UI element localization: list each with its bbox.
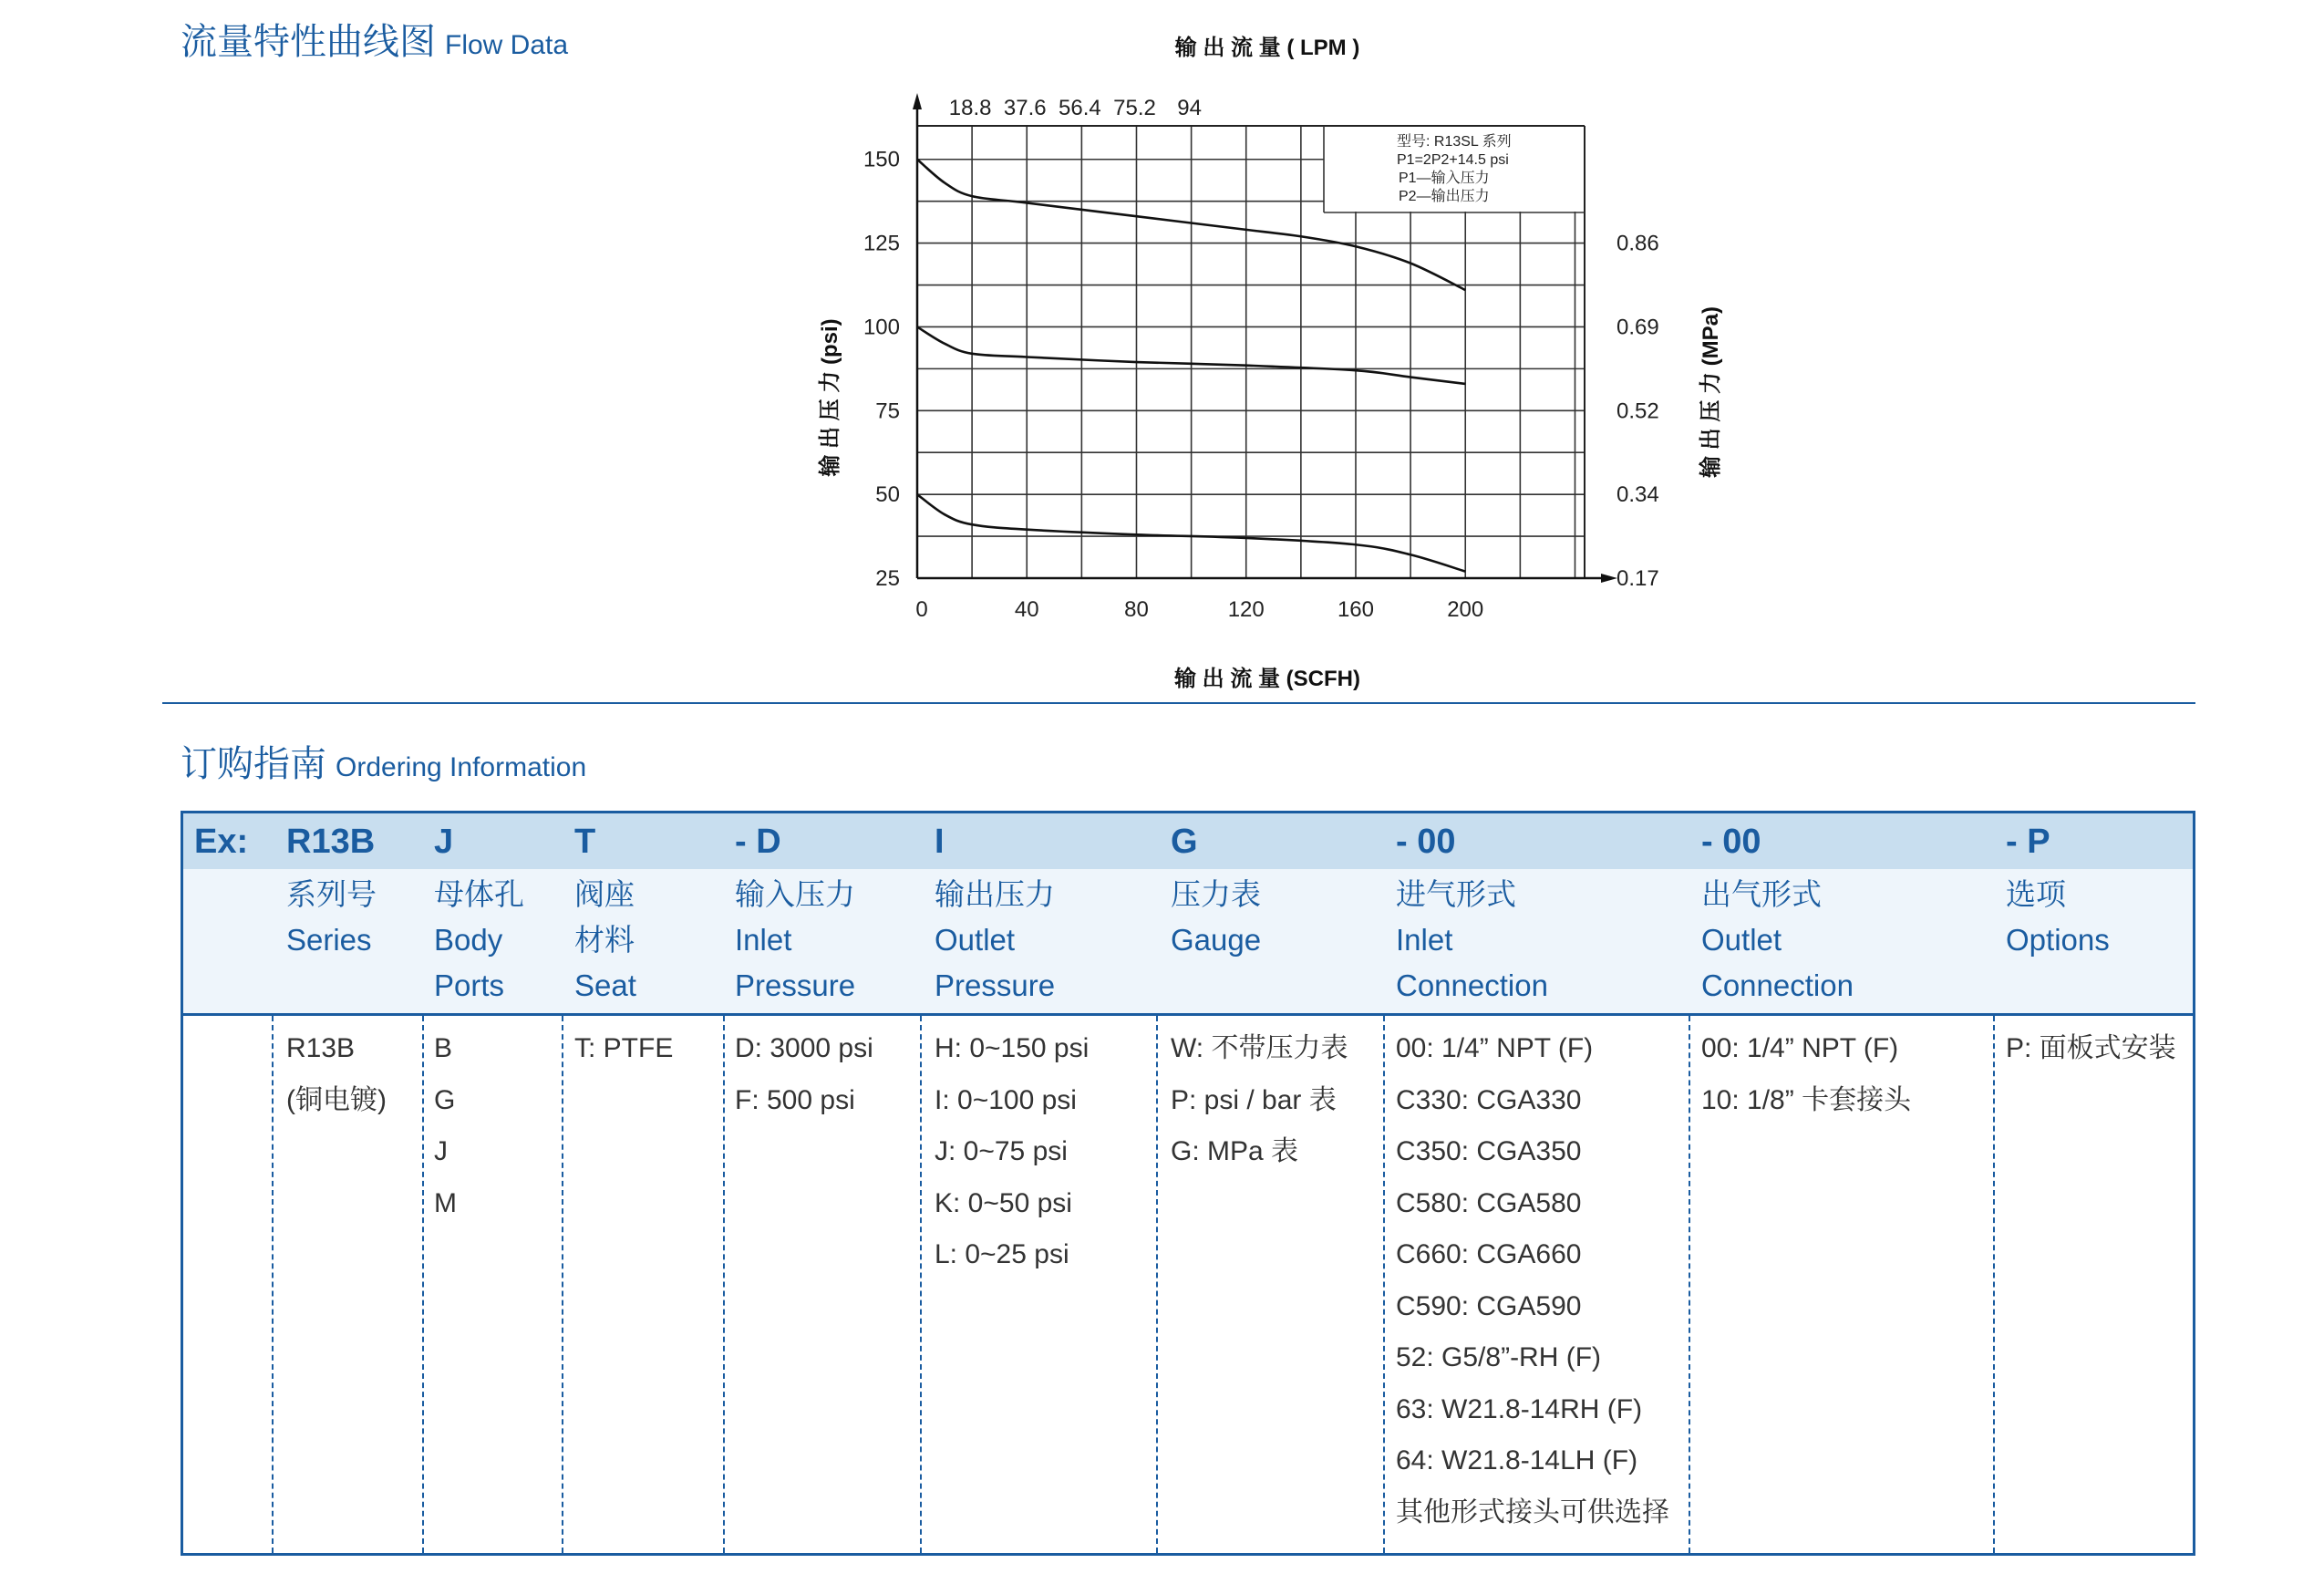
y-tick-label-right: 0.52	[1616, 399, 1659, 424]
code-body-ports: J	[434, 823, 454, 861]
column-divider	[723, 1016, 725, 1553]
legend-entry: P1—输入压力	[1399, 171, 1490, 186]
legend-entry: P2—输出压力	[1399, 189, 1490, 204]
description-line: 进气形式	[1396, 877, 1516, 911]
y-axis-title-left: 输 出 压 力 (psi)	[818, 318, 842, 477]
column-divider	[1993, 1016, 1995, 1553]
code-seat: T	[574, 823, 596, 861]
description-line: Options	[2006, 923, 2110, 957]
option-item: T: PTFE	[574, 1033, 674, 1063]
column-description	[735, 872, 855, 1009]
column-options	[574, 1023, 673, 1075]
x-tick-label-top: 56.4	[1059, 96, 1101, 120]
column-options	[735, 1023, 873, 1126]
y-tick-label-right: 0.86	[1616, 231, 1659, 256]
description-line: 材料	[574, 923, 635, 957]
option-item: 00: 1/4” NPT (F)	[1701, 1033, 1899, 1063]
option-item: G	[434, 1084, 456, 1115]
column-divider	[1156, 1016, 1158, 1553]
column-divider	[422, 1016, 424, 1553]
code-example: Ex:	[194, 823, 249, 861]
x-axis-arrow	[1601, 574, 1617, 583]
description-line: Inlet	[1396, 923, 1453, 957]
description-line: Outlet	[1701, 923, 1782, 957]
option-item: G: MPa 表	[1171, 1136, 1299, 1166]
y-axis-arrow	[913, 93, 922, 109]
description-line: Pressure	[935, 968, 1056, 1002]
column-description	[1701, 872, 1854, 1009]
option-item: I: 0~100 psi	[935, 1084, 1077, 1115]
x-tick-label-bottom: 40	[1014, 597, 1039, 622]
description-line: 压力表	[1171, 877, 1261, 911]
option-item: C580: CGA580	[1396, 1187, 1582, 1218]
y-tick-label-left: 100	[862, 315, 900, 340]
y-axis-title-right: 输 出 压 力 (MPa)	[1699, 305, 1723, 479]
ordering-table	[181, 811, 2195, 1556]
column-description	[434, 872, 524, 1009]
code-outlet-pressure: I	[935, 823, 945, 861]
description-line: Seat	[574, 968, 636, 1002]
legend-entry: 型号: R13SL 系列	[1397, 134, 1512, 150]
option-item: P: psi / bar 表	[1171, 1084, 1337, 1115]
column-options	[1396, 1023, 1669, 1538]
option-item: 00: 1/4” NPT (F)	[1396, 1033, 1594, 1063]
section-divider	[162, 702, 2195, 704]
option-item: K: 0~50 psi	[935, 1187, 1072, 1218]
option-item: M	[434, 1187, 457, 1218]
description-line: 输出压力	[935, 877, 1055, 911]
option-item: C590: CGA590	[1396, 1290, 1582, 1321]
column-divider	[1689, 1016, 1690, 1553]
description-line: Series	[286, 923, 372, 957]
x-axis-title-top: 输 出 流 量 ( LPM )	[1174, 36, 1360, 60]
description-line: 选项	[2006, 877, 2066, 911]
y-tick-label-left: 125	[862, 231, 900, 256]
header-divider	[183, 1013, 2193, 1016]
x-axis-title-bottom: 输 出 流 量 (SCFH)	[1174, 667, 1360, 691]
option-item: W: 不带压力表	[1171, 1033, 1348, 1063]
x-tick-label-top: 37.6	[1003, 96, 1047, 120]
description-line: Pressure	[735, 968, 856, 1002]
description-line: Inlet	[735, 923, 792, 957]
option-item: C350: CGA350	[1396, 1136, 1582, 1166]
x-tick-label-bottom: 160	[1337, 597, 1375, 622]
description-line: 阀座	[574, 877, 635, 911]
description-line: 系列号	[286, 877, 377, 911]
y-tick-label-left: 25	[875, 566, 900, 591]
order-title-zh: 订购指南	[181, 744, 326, 784]
option-item: 其他形式接头可供选择	[1396, 1496, 1669, 1527]
description-line: Connection	[1701, 968, 1854, 1002]
column-description	[286, 872, 377, 963]
option-item: H: 0~150 psi	[935, 1033, 1090, 1063]
code-outlet-connection: - 00	[1701, 823, 1761, 861]
column-description	[2006, 872, 2110, 963]
column-description	[574, 872, 636, 1009]
y-tick-label-left: 75	[875, 399, 900, 424]
description-line: Connection	[1396, 968, 1548, 1002]
option-item: C660: CGA660	[1396, 1239, 1582, 1269]
column-divider	[272, 1016, 274, 1553]
y-tick-label-left: 150	[862, 147, 900, 172]
option-item: L: 0~25 psi	[935, 1239, 1069, 1269]
y-tick-label-right: 0.17	[1616, 566, 1659, 591]
option-item: 64: W21.8-14LH (F)	[1396, 1445, 1638, 1475]
column-options	[286, 1023, 387, 1126]
option-item: C330: CGA330	[1396, 1084, 1582, 1115]
column-description	[1171, 872, 1261, 963]
x-tick-label-top: 18.8	[948, 96, 992, 120]
column-options	[1701, 1023, 1911, 1126]
option-item: 10: 1/8” 卡套接头	[1701, 1084, 1912, 1115]
option-item: J	[434, 1136, 448, 1166]
x-tick-label-bottom: 120	[1227, 597, 1265, 622]
flow-title-en: Flow Data	[445, 30, 569, 60]
description-line: 母体孔	[434, 877, 524, 911]
column-divider	[562, 1016, 563, 1553]
x-tick-label-bottom: 80	[1124, 597, 1149, 622]
code-inlet-connection: - 00	[1396, 823, 1456, 861]
flow-title-zh: 流量特性曲线图	[181, 22, 436, 62]
y-tick-label-right: 0.69	[1616, 315, 1659, 340]
option-item: (铜电镀)	[286, 1084, 387, 1115]
option-item: F: 500 psi	[735, 1084, 855, 1115]
code-inlet-pressure: - D	[735, 823, 781, 861]
order-title-en: Ordering Information	[336, 752, 587, 782]
option-item: R13B	[286, 1033, 356, 1063]
x-tick-label-bottom: 200	[1447, 597, 1484, 622]
description-line: Ports	[434, 968, 505, 1002]
x-tick-label-top: 94	[1177, 96, 1202, 120]
column-divider	[920, 1016, 922, 1553]
legend-entry: P1=2P2+14.5 psi	[1397, 152, 1509, 168]
option-item: J: 0~75 psi	[935, 1136, 1068, 1166]
x-tick-label-bottom: 0	[915, 597, 928, 622]
column-description	[935, 872, 1055, 1009]
option-item: 52: G5/8”-RH (F)	[1396, 1342, 1602, 1372]
y-tick-label-right: 0.34	[1616, 482, 1659, 508]
option-item: D: 3000 psi	[735, 1033, 873, 1063]
flow-chart	[0, 0, 2324, 711]
code-options: - P	[2006, 823, 2050, 861]
order-section-title	[181, 735, 586, 787]
column-options	[434, 1023, 457, 1229]
description-line: 出气形式	[1701, 877, 1822, 911]
code-gauge: G	[1171, 823, 1198, 861]
x-tick-label-top: 75.2	[1113, 96, 1156, 120]
column-options	[2006, 1023, 2176, 1075]
option-item: P: 面板式安装	[2006, 1033, 2176, 1063]
column-options	[1171, 1023, 1348, 1178]
description-line: 输入压力	[735, 877, 855, 911]
y-tick-label-left: 50	[875, 482, 900, 508]
column-options	[935, 1023, 1089, 1281]
column-description	[1396, 872, 1548, 1009]
description-line: Gauge	[1171, 923, 1262, 957]
description-line: Body	[434, 923, 503, 957]
code-series: R13B	[286, 823, 376, 861]
column-divider	[1383, 1016, 1385, 1553]
option-item: 63: W21.8-14RH (F)	[1396, 1393, 1643, 1424]
description-line: Outlet	[935, 923, 1016, 957]
option-item: B	[434, 1033, 453, 1063]
